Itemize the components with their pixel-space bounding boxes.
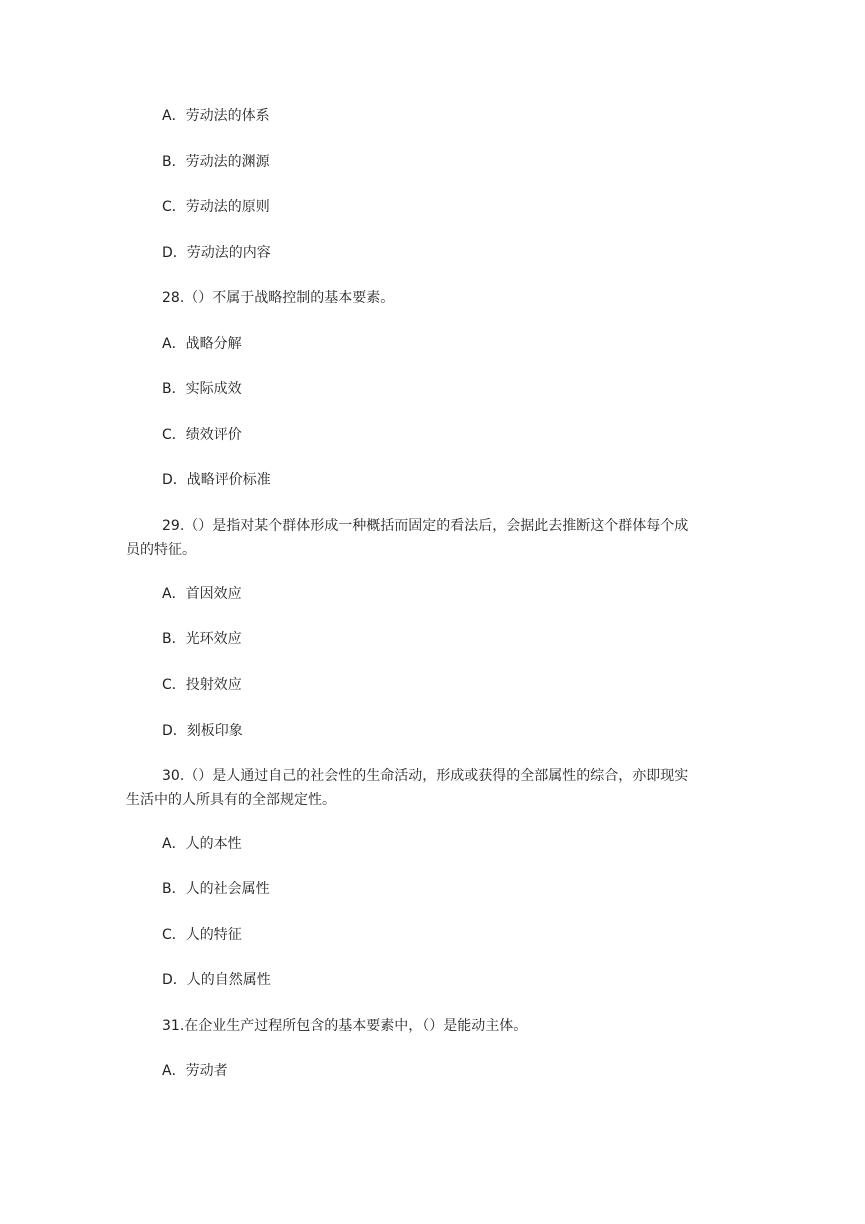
option-c-q27: C．劳动法的原则 [162, 199, 270, 215]
question-28: 28.（）不属于战略控制的基本要素。 [162, 290, 395, 306]
option-c-q28: C．绩效评价 [162, 427, 242, 443]
option-a-q30: A．人的本性 [162, 836, 242, 852]
question-31: 31.在企业生产过程所包含的基本要素中，（）是能动主体。 [162, 1018, 528, 1034]
option-d-q27: D．劳动法的内容 [162, 245, 271, 261]
option-b-q28: B．实际成效 [162, 381, 242, 397]
option-c-q30: C．人的特征 [162, 927, 242, 943]
option-a-q27: A．劳动法的体系 [162, 108, 270, 124]
option-d-q28: D．战略评价标准 [162, 472, 271, 488]
option-c-q29: C．投射效应 [162, 677, 242, 693]
question-29 [126, 514, 737, 562]
option-b-q29: B．光环效应 [162, 631, 242, 647]
question-30-line-2: 生活中的人所具有的全部规定性。 [126, 792, 336, 808]
option-d-q29: D．刻板印象 [162, 723, 243, 739]
question-30-line-1: 30.（）是人通过自己的社会性的生命活动，形成或获得的全部属性的综合，亦即现实 [162, 768, 689, 784]
option-d-q30: D．人的自然属性 [162, 972, 271, 988]
option-b-q30: B．人的社会属性 [162, 881, 270, 897]
option-a-q31: A．劳动者 [162, 1063, 228, 1079]
question-29-line-2: 员的特征。 [126, 542, 196, 558]
option-a-q29: A．首因效应 [162, 586, 242, 602]
option-b-q27: B．劳动法的渊源 [162, 154, 270, 170]
question-30 [126, 764, 737, 812]
question-29-line-1: 29.（）是指对某个群体形成一种概括而固定的看法后，会据此去推断这个群体每个成 [162, 518, 689, 534]
option-a-q28: A．战略分解 [162, 336, 242, 352]
